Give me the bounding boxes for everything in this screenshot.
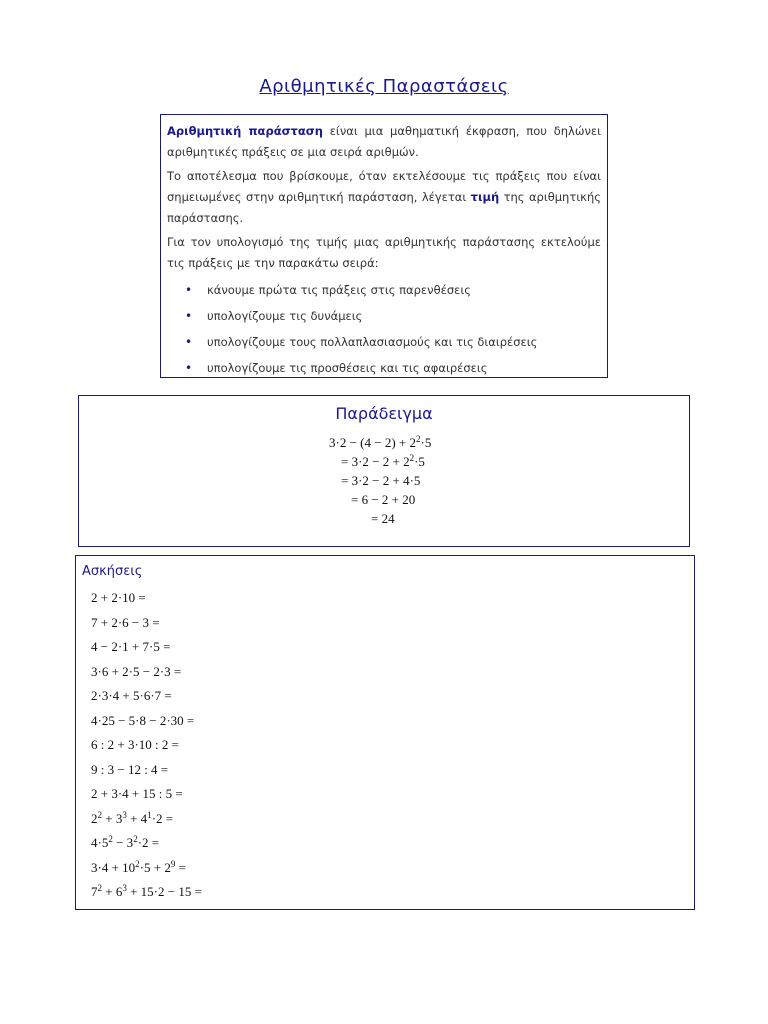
example-step: $3\cdot 2 - (4 - 2) + 2^2\cdot 5$ xyxy=(329,434,432,450)
exercises-title: Ασκήσεις xyxy=(82,564,143,579)
exercise-item: 2·3·4 + 5·6·7 = xyxy=(91,688,172,703)
exercise-item: $4\cdot 5^2 - 3^2\cdot 2$ = xyxy=(91,834,160,850)
example-step: = 3·2 − 2 + 4·5 xyxy=(341,473,421,488)
exercises-box xyxy=(75,555,695,910)
exercise-item: $2^2 + 3^3 + 4^1\cdot 2$ = xyxy=(91,809,174,826)
definition-paragraph-3: Για τον υπολογισμό της τιμής μιας αριθμητικής παράστασης εκτελούμε τις πράξεις με την παρακάτω σειρά: xyxy=(167,235,601,270)
term-arithmetic-expression: Αριθμητική παράσταση xyxy=(167,124,323,138)
exercise-item: 4·25 − 5·8 − 2·30 = xyxy=(91,712,195,728)
bullet-icon: • xyxy=(185,309,193,323)
exercise-item: 2 + 2·10 = xyxy=(91,590,146,605)
bullet-icon: • xyxy=(185,361,193,375)
exercise-item: 3·6 + 2·5 − 2·3 = xyxy=(91,663,182,679)
exercise-item: $3\cdot 4 + 10^2\cdot 5 + 2^9$ = xyxy=(91,858,186,875)
bullet-icon: • xyxy=(185,283,193,297)
example-step: = $3\cdot 2 - 2 + 2^2\cdot 5$ xyxy=(341,453,425,469)
example-step: = 24 xyxy=(371,511,395,526)
example-step: = 6 − 2 + 20 xyxy=(351,492,416,507)
order-of-operations-list xyxy=(167,277,601,381)
term-value: τιμή xyxy=(470,190,500,204)
list-item: • υπολογίζουμε τους πολλαπλασιασμούς και τις διαιρέσεις xyxy=(207,329,601,355)
definition-box xyxy=(160,114,608,378)
exercise-item: 7 + 2·6 − 3 = xyxy=(91,614,160,630)
exercise-item: 4 − 2·1 + 7·5 = xyxy=(91,639,171,654)
exercise-item: 9 : 3 − 12 : 4 = xyxy=(91,761,169,777)
example-box xyxy=(78,395,690,547)
bullet-icon: • xyxy=(185,335,193,349)
list-item: • υπολογίζουμε τις δυνάμεις xyxy=(207,303,601,329)
page-title: Αριθμητικές Παραστάσεις xyxy=(259,76,509,97)
list-item: • κάνουμε πρώτα τις πράξεις στις παρενθέσεις xyxy=(207,277,601,303)
definition-paragraph-2: Το αποτέλεσμα που βρίσκουμε, όταν εκτελέσουμε τις πράξεις που είναι σημειωμένες στην αριθμητική παράσταση, λέγεται τιμή της αριθμητικής παράστασης. xyxy=(167,169,601,225)
exercises-list xyxy=(91,586,202,905)
list-item: • υπολογίζουμε τις προσθέσεις και τις αφαιρέσεις xyxy=(207,355,601,381)
exercise-item: 6 : 2 + 3·10 : 2 = xyxy=(91,737,179,752)
definition-paragraph-1: Αριθμητική παράσταση είναι μια μαθηματική έκφραση, που δηλώνει αριθμητικές πράξεις σε μια σειρά αριθμών. xyxy=(167,124,601,159)
example-title: Παράδειγμα xyxy=(335,404,433,423)
exercise-item: 2 + 3·4 + 15 : 5 = xyxy=(91,786,183,801)
exercise-item: $7^2 + 6^3 + 15\cdot 2 - 15$ = xyxy=(91,883,202,899)
